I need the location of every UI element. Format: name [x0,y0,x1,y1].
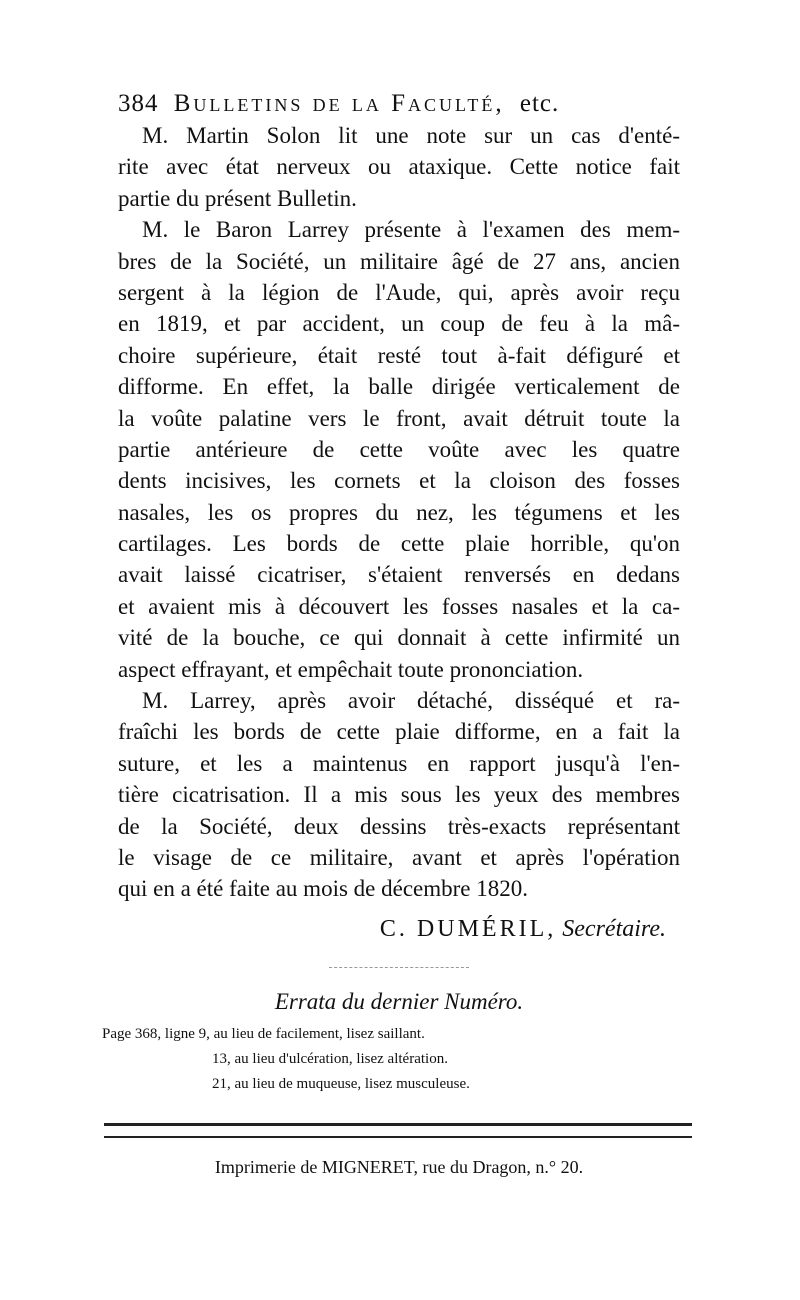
text-line: dents incisives, les cornets et la cloison des fosses [118,468,680,494]
text-line: suture, et les a maintenus en rapport jusqu'à l'en- [118,750,680,776]
signature-role: Secrétaire. [562,915,666,942]
text-line: aspect effrayant, et empêchait toute prononciation. [118,656,584,682]
errata-item: 21, au lieu de muqueuse, lisez musculeuse. [212,1075,470,1092]
text-line: tière cicatrisation. Il a mis sous les yeux des membres [118,782,680,808]
text-line: sergent à la légion de l'Aude, qui, après avoir reçu [118,279,680,305]
errata-item: Page 368, ligne 9, au lieu de facilement, lisez saillant. [102,1025,425,1042]
page-number: 384 [118,90,159,117]
running-title: Bulletins de la Faculté, [173,90,505,117]
text-line: bres de la Société, un militaire âgé de 27 ans, ancien [118,248,680,274]
text-line: cartilages. Les bords de cette plaie horrible, qu'on [118,531,680,557]
text-line: et avaient mis à découvert les fosses nasales et la ca- [118,593,680,619]
paragraph-larrey-operation [118,685,680,905]
printer-imprint: Imprimerie de MIGNERET, rue du Dragon, n.° 20. [214,1156,584,1177]
text-line: de la Société, deux dessins très-exacts représentant [118,813,680,839]
text-line: nasales, les os propres du nez, les tégumens et les [118,499,680,525]
errata-title: Errata du dernier Numéro. [274,988,524,1014]
text-line: en 1819, et par accident, un coup de feu à la mâ- [118,311,680,337]
running-head [118,88,680,120]
errata-item: 13, au lieu d'ulcération, lisez altération. [212,1050,448,1067]
page [102,88,680,1182]
text-line: la voûte palatine vers le front, avait détruit toute la [118,405,680,431]
text-line: M. le Baron Larrey présente à l'examen des mem- [142,217,680,243]
text-line: fraîchi les bords de cette plaie difforme, en a fait la [118,719,680,745]
text-line: M. Larrey, après avoir détaché, disséqué et ra- [142,688,680,714]
divider [329,967,469,968]
errata-list [102,1022,680,1097]
paragraph-larrey-presentation [118,214,680,685]
running-title-suffix: etc. [519,90,560,117]
text-line: vité de la bouche, ce qui donnait à cette infirmité un [118,625,680,651]
text-line: M. Martin Solon lit une note sur un cas d'enté- [142,123,680,148]
text-line: rite avec état nerveux ou ataxique. Cette notice fait [118,154,680,180]
text-line: le visage de ce militaire, avant et après l'opération [118,844,680,870]
text-line: partie du présent Bulletin. [118,185,357,211]
paragraph-martin-solon [118,120,680,214]
signature [118,909,680,949]
text-line: partie antérieure de cette voûte avec les quatre [118,436,680,462]
text-line: qui en a été faite au mois de décembre 1820. [118,876,529,902]
signature-name: C. DUMÉRIL, [379,915,557,942]
double-rule-divider [104,1123,692,1138]
text-line: avait laissé cicatriser, s'étaient renversés en dedans [118,562,680,588]
text-line: difforme. En effet, la balle dirigée verticalement de [118,374,680,400]
text-line: choire supérieure, était resté tout à-fait défiguré et [118,342,680,368]
